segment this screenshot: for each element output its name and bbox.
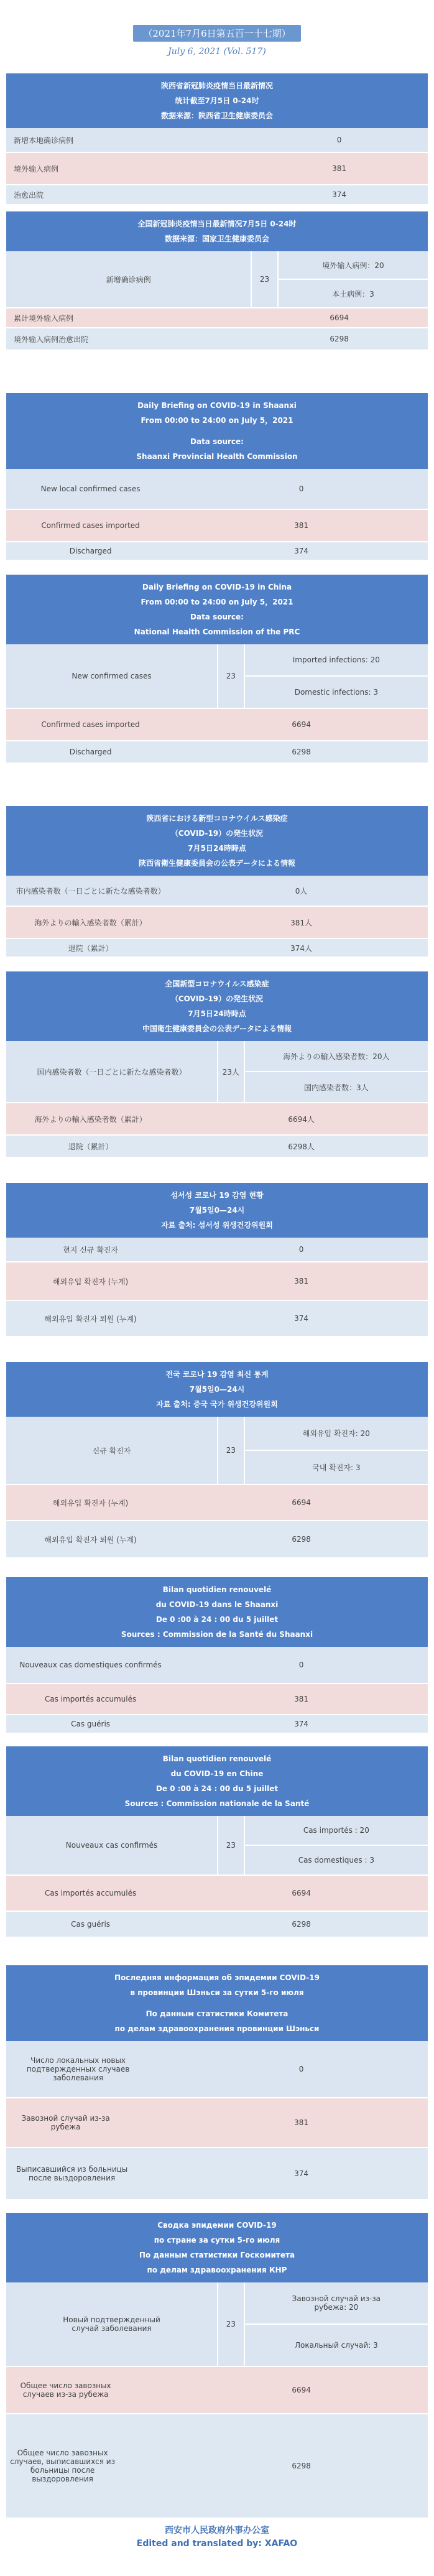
cn-national-table: [6, 211, 428, 351]
table-row: 新增确诊病例 23 境外输入病例：20 本土病例：3: [6, 251, 428, 308]
table-row: 新增本地确诊病例 0: [6, 128, 428, 153]
cn-national-title: 全国新冠肺炎疫情当日最新情况7月5日 0-24时 数据来源：国家卫生健康委员会: [6, 211, 428, 251]
cn-province-title: 陕西省新冠肺炎疫情当日最新情况 统计截至7月5日 0-24时 数据来源：陕西省卫生健康委员会: [6, 73, 428, 128]
en-province-table: [6, 393, 428, 561]
fr-national-table: [6, 1746, 428, 1938]
table-row: 海外よりの輸入感染者数（累計） 6694人: [6, 1103, 428, 1136]
fr-province-table: [6, 1577, 428, 1734]
ko-province-title: 섬서성 코로나 19 감염 현황 7월5일0—24시 자료 출처: 섬서성 위생건강위원회: [6, 1183, 428, 1238]
ru-province-table: [6, 1965, 428, 2200]
issue-date-en: July 6, 2021 (Vol. 517): [168, 47, 266, 57]
ja-province-table: [6, 806, 428, 958]
table-row: 退院（累計） 6298人: [6, 1136, 428, 1158]
table-row: 治愈出院 374: [6, 185, 428, 205]
ja-province-title: 陝西省における新型コロナウイルス感染症 （COVID-19）の発生状況 7月5日24時時点 陝西省衛生健康委員会の公表データによる情報: [6, 806, 428, 876]
table-row: 해외유입 확진자 퇴원 (누계) 374: [6, 1301, 428, 1337]
table-row: Cas guéris 374: [6, 1715, 428, 1734]
table-row: Cas importés accumulés 381: [6, 1684, 428, 1715]
ja-national-table: [6, 971, 428, 1158]
table-row: 累计境外输入病例 6694: [6, 308, 428, 328]
table-row: Общее число завозных случаев, выписавшихся из больницы после выздоровления 6298: [6, 2414, 428, 2519]
table-row: Число локальных новых подтвержденных случаев заболевания 0: [6, 2041, 428, 2098]
footer-credit: Edited and translated by: XAFAO: [136, 2539, 298, 2549]
table-row: 신규 확진자 23 해외유입 확진자: 20 국내 확진자: 3: [6, 1417, 428, 1485]
table-row: Cas importés accumulés 6694: [6, 1876, 428, 1912]
table-row: 해외유입 확진자 퇴원 (누계) 6298: [6, 1521, 428, 1559]
table-row: New local confirmed cases 0: [6, 469, 428, 510]
ja-national-title: 全国新型コロナウイルス感染症 （COVID-19）の発生状況 7月5日24時時点 中国衛生健康委員会の公表データによる情報: [6, 971, 428, 1041]
table-row: Nouveaux cas domestiques confirmés 0: [6, 1647, 428, 1684]
table-row: Cas guéris 6298: [6, 1912, 428, 1938]
table-row: Выписавшийся из больницы после выздоровления 374: [6, 2148, 428, 2200]
table-row: 境外输入病例 381: [6, 153, 428, 185]
fr-national-title: Bilan quotidien renouvelé du COVID-19 en Chine De 0 :00 à 24 : 00 du 5 juillet Sources : Commission nationale de la Santé: [6, 1746, 428, 1816]
table-row: Nouveaux cas confirmés 23 Cas importés : 20 Cas domestiques : 3: [6, 1816, 428, 1876]
table-row: 市内感染者数（一日ごとに新たな感染者数） 0人: [6, 876, 428, 907]
en-national-title: Daily Briefing on COVID-19 in China From 00:00 to 24:00 on July 5，2021 Data source: National Health Commission of the PRC: [6, 575, 428, 644]
table-row: 해외유입 확진자 (누계) 381: [6, 1263, 428, 1301]
ko-national-table: [6, 1362, 428, 1559]
ru-province-title: Последняя информация об эпидемии COVID-19 в провинции Шэньси за сутки 5-го июля По данным статистики Комитета по делам здравоохранения провинции Шэньси: [6, 1965, 428, 2041]
table-row: Общее число завозных случаев из-за рубежа 6694: [6, 2367, 428, 2414]
table-row: Discharged 374: [6, 542, 428, 561]
en-province-title: Daily Briefing on COVID-19 in Shaanxi From 00:00 to 24:00 on July 5，2021 Data source: Shaanxi Provincial Health Commission: [6, 393, 428, 469]
ko-province-table: [6, 1183, 428, 1337]
table-row: Confirmed cases imported 381: [6, 510, 428, 542]
cn-province-table: [6, 73, 428, 205]
ko-national-title: 전국 코로나 19 감염 최신 통계 7월5일0—24시 자료 출처: 중국 국가 위생건강위원회: [6, 1362, 428, 1417]
ru-national-title: Сводка эпидемии COVID-19 по стране за сутки 5-го июля По данным статистики Госкомитета по делам здравоохранения КНР: [6, 2213, 428, 2282]
table-row: 현지 신규 확진자 0: [6, 1238, 428, 1263]
footer-org: 西安市人民政府外事办公室: [165, 2526, 269, 2536]
table-row: 国内感染者数（一日ごとに新たな感染者数） 23人 海外よりの輸入感染者数：20人 国内感染者数：3人: [6, 1041, 428, 1103]
issue-header: [0, 0, 434, 57]
footer: [0, 2524, 434, 2549]
table-row: Завозной случай из-за рубежа 381: [6, 2098, 428, 2148]
table-row: New confirmed cases 23 Imported infections: 20 Domestic infections: 3: [6, 644, 428, 709]
issue-date-cn: （2021年7月6日第五百一十七期）: [133, 25, 300, 42]
table-row: Confirmed cases imported 6694: [6, 709, 428, 741]
fr-province-title: Bilan quotidien renouvelé du COVID-19 dans le Shaanxi De 0 :00 à 24 : 00 du 5 juillet Sources : Commission de la Santé du Shaanxi: [6, 1577, 428, 1647]
table-row: Новый подтвержденный случай заболевания 23 Завозной случай из-за рубежа: 20 Локальный случай: 3: [6, 2282, 428, 2367]
ru-national-table: [6, 2213, 428, 2519]
table-row: 境外输入病例治愈出院 6298: [6, 328, 428, 351]
table-row: 退院（累計） 374人: [6, 939, 428, 958]
table-row: 海外よりの輸入感染者数（累計） 381人: [6, 907, 428, 939]
table-row: Discharged 6298: [6, 741, 428, 764]
en-national-table: [6, 575, 428, 764]
table-row: 해외유입 확진자 (누계) 6694: [6, 1485, 428, 1521]
